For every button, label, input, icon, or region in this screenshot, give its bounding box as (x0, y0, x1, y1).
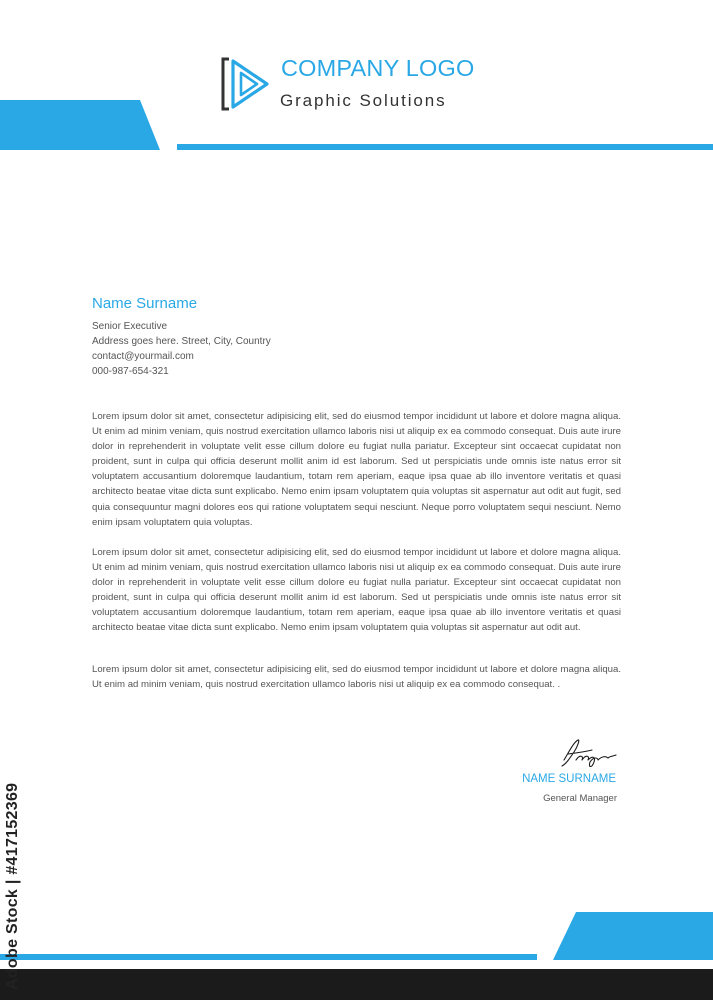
body-paragraph: Lorem ipsum dolor sit amet, consectetur adipisicing elit, sed do eiusmod tempor incididunt ut labore et dolore magna aliqua. Ut enim ad minim veniam, quis nostrud exercitation ullamco laboris nisi ut aliquip ex ea commodo consequat. . (92, 664, 621, 691)
signer-name: NAME SURNAME (522, 773, 616, 785)
body-paragraph: Lorem ipsum dolor sit amet, consectetur adipisicing elit, sed do eiusmod tempor incididunt ut labore et dolore magna aliqua. Ut enim ad minim veniam, quis nostrud exercitation ullamco laboris nisi ut aliquip ex ea commodo consequat. Duis aute irure dolor in reprehenderit in voluptate velit esse cillum dolore eu fugiat nulla pariatur. Excepteur sint occaecat cupidatat non proident, sunt in culpa qui officia deserunt mollit anim id est laborum. Sed ut perspiciatis unde omnis iste natus error sit voluptatem accusantium doloremque laudantium, totam rem aperiam, eaque ipsa quae ab illo inventore veritatis et quasi architecto beatae vitae dicta sunt explicabo. Nemo enim ipsam voluptatem quia voluptas sit aspernatur aut odit aut fugit, sed quia consequuntur magni dolores eos qui ratione voluptatem sequi nesciunt. Neque porro voluptatem sequi nesciunt. Nemo enim ipsam voluptatem quia voluptas. (92, 411, 621, 528)
sender-phone: 000-987-654-321 (92, 366, 169, 377)
stock-id-watermark: Adobe Stock | #417152369 (4, 782, 21, 990)
header-decoration (0, 100, 713, 152)
sender-address: Address goes here. Street, City, Country (92, 336, 271, 347)
company-name: COMPANY LOGO (281, 55, 475, 81)
sender-title: Senior Executive (92, 321, 168, 332)
signer-title: General Manager (543, 793, 617, 804)
sender-name: Name Surname (92, 295, 198, 312)
footer-decoration (0, 910, 713, 1000)
company-tagline: Graphic Solutions (280, 91, 447, 110)
signature-icon (556, 736, 620, 770)
sender-email: contact@yourmail.com (92, 351, 194, 362)
body-paragraph: Lorem ipsum dolor sit amet, consectetur adipisicing elit, sed do eiusmod tempor incididunt ut labore et dolore magna aliqua. Ut enim ad minim veniam, quis nostrud exercitation ullamco laboris nisi ut aliquip ex ea commodo consequat. Duis aute irure dolor in reprehenderit in voluptate velit esse cillum dolore eu fugiat nulla pariatur. Excepteur sint occaecat cupidatat non proident, sunt in culpa qui officia deserunt mollit anim id est laborum. Sed ut perspiciatis unde omnis iste natus error sit voluptatem accusantium doloremque laudantium, totam rem aperiam, eaque ipsa quae ab illo inventore veritatis et quasi architecto beatae vitae dicta sunt explicabo. Nemo enim ipsam voluptatem quia voluptas sit aspernatur aut odit aut. (92, 547, 621, 634)
